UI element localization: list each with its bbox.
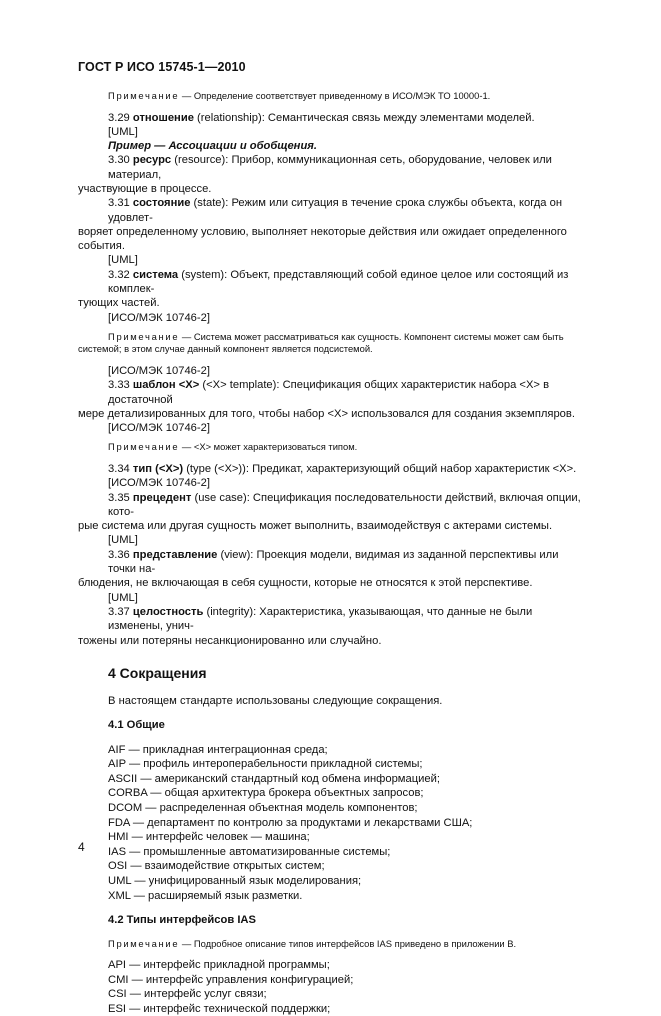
list-item: ESI — интерфейс технической поддержки; (108, 1002, 331, 1015)
list-item: CSI — интерфейс услуг связи; (108, 988, 267, 1001)
note-4 (108, 938, 588, 951)
term-3-32-cont: тующих частей. (78, 297, 160, 310)
term-reference: [ИСО/МЭК 10746-2] (108, 311, 210, 324)
term-reference: [ИСО/МЭК 10746-2] (108, 477, 210, 490)
list-item: AIP — профиль интероперабельности прикладной системы; (108, 758, 423, 771)
list-item: AIF — прикладная интеграционная среда; (108, 743, 328, 756)
term-reference: [UML] (108, 534, 138, 547)
list-item: CMI — интерфейс управления конфигурацией; (108, 973, 354, 986)
term-3-29: 3.29 отношение (relationship): Семантическая связь между элементами моделей. (108, 111, 535, 124)
term-3-35-cont: рые система или другая сущность может выполнить, взаимодействуя с актерами системы. (78, 520, 553, 533)
interface-list (108, 958, 588, 1016)
term-reference: [UML] (108, 591, 138, 604)
term-example: Пример — Ассоциации и обобщения. (108, 140, 317, 153)
term-3-37-cont: тожены или потеряны несанкционированно или случайно. (78, 634, 382, 647)
term-reference: [UML] (108, 254, 138, 267)
list-item: XML — расширяемый язык разметки. (108, 889, 303, 902)
term-reference: [UML] (108, 125, 138, 138)
term-3-31: 3.31 состояние (state): Режим или ситуация в течение срока службы объекта, когда он удовлет- (108, 197, 563, 224)
note-label: Примечание (108, 90, 180, 101)
list-item: API — интерфейс прикладной программы; (108, 959, 330, 972)
list-item: UML — унифицированный язык моделирования; (108, 875, 362, 888)
term-3-30-cont: участвующие в процессе. (78, 182, 212, 195)
note-3 (108, 441, 588, 454)
list-item: HMI — интерфейс человек — машина; (108, 831, 310, 844)
subsection-heading: 4.1 Общие (108, 719, 165, 732)
note-2 (78, 331, 588, 356)
term-3-36-cont: блюдения, не включающая в себя сущности, которые не относятся к этой перспективе. (78, 577, 533, 590)
term-reference: [ИСО/МЭК 10746-2] (108, 422, 210, 435)
note-label: Примечание (108, 937, 180, 949)
page-content (78, 84, 588, 1016)
term-3-35: 3.35 прецедент (use case): Спецификация последовательности действий, включая опции, кото- (108, 491, 581, 518)
note-text: — <X> может характеризоваться типом. (179, 441, 358, 453)
term-3-36: 3.36 представление (view): Проекция модели, видимая из заданной перспективы или точки на- (108, 548, 559, 576)
note-1 (108, 90, 588, 103)
section-heading: 4 Сокращения (108, 664, 207, 681)
list-item: CORBA — общая архитектура брокера объектных запросов; (108, 787, 424, 800)
section-intro: В настоящем стандарте использованы следующие сокращения. (108, 695, 443, 708)
note-text: — Определение соответствует приведенному в ИСО/МЭК ТО 10000-1. (179, 90, 491, 101)
term-3-33: 3.33 шаблон <X> (<X> template): Спецификация общих характеристик набора <X> в достаточной (108, 379, 550, 406)
list-item: ASCII — американский стандартный код обмена информацией; (108, 772, 440, 785)
term-reference: [ИСО/МЭК 10746-2] (108, 364, 210, 377)
note-label: Примечание (108, 441, 180, 453)
subsection-heading: 4.2 Типы интерфейсов IAS (108, 914, 256, 927)
list-item: IAS — промышленные автоматизированные системы; (108, 845, 391, 858)
list-item: FDA — департамент по контролю за продуктами и лекарствами США; (108, 816, 473, 829)
abbreviation-list (108, 743, 588, 904)
note-label: Примечание (108, 330, 180, 342)
list-item: DCOM — распределенная объектная модель компонентов; (108, 802, 418, 815)
term-3-32: 3.32 система (system): Объект, представляющий собой единое целое или состоящий из комплек- (108, 268, 569, 296)
term-3-33-cont: мере детализированных для того, чтобы набор <X> использовался для создания экземпляров. (78, 407, 575, 420)
note-text: — Подробное описание типов интерфейсов IAS приведено в приложении В. (179, 937, 517, 949)
page-number: 4 (78, 840, 85, 854)
list-item: OSI — взаимодействие открытых систем; (108, 860, 325, 873)
note-text: — Система может рассматриваться как сущность. Компонент системы может сам быть системой; в этом случае данный компонент является подсистемой. (78, 330, 564, 355)
term-3-31-cont: воряет определенному условию, выполняет некоторые действия или ожидает определенного события. (78, 225, 567, 253)
term-3-34: 3.34 тип (<X>) (type (<X>)): Предикат, характеризующий общий набор характеристик <X>. (108, 462, 577, 475)
term-3-37: 3.37 целостность (integrity): Характеристика, указывающая, что данные не были изменены, унич- (108, 605, 533, 633)
term-3-30: 3.30 ресурс (resource): Прибор, коммуникационная сеть, оборудование, человек или материал, (108, 154, 552, 181)
page-header: ГОСТ Р ИСО 15745-1—2010 (78, 60, 246, 74)
